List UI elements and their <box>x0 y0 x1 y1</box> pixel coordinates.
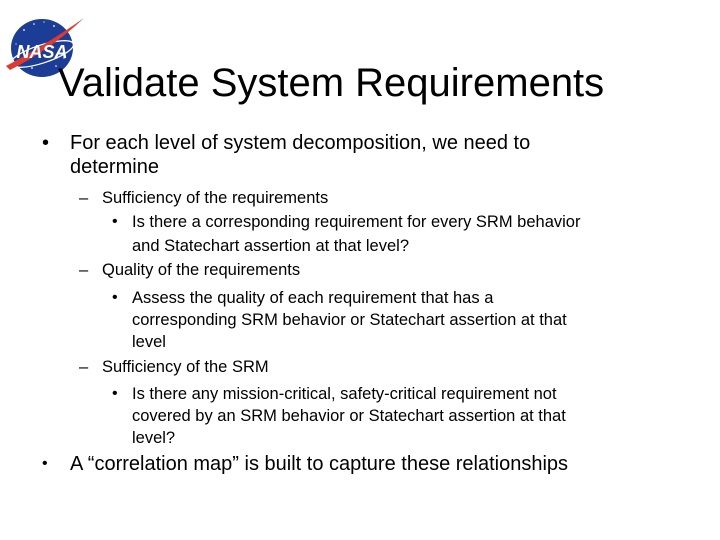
bullet-marker: • <box>42 455 48 472</box>
bullet-marker: • <box>112 213 118 230</box>
bullet-text-line: determine <box>70 156 159 178</box>
svg-text:NASA: NASA <box>16 42 68 62</box>
dash-marker: – <box>79 358 89 376</box>
detail-text-line: and Statechart assertion at that level? <box>132 237 410 255</box>
bullet-marker: • <box>42 132 50 154</box>
detail-text-line: level? <box>132 429 176 447</box>
sub-bullet-text: Sufficiency of the SRM <box>102 358 269 376</box>
slide-title: Validate System Requirements <box>58 61 605 105</box>
bullet-marker: • <box>112 289 118 306</box>
dash-marker: – <box>79 261 89 279</box>
detail-text-line: Is there a corresponding requirement for every SRM behavior <box>132 213 581 231</box>
detail-text-line: level <box>132 333 166 351</box>
detail-text-line: corresponding SRM behavior or Statechart assertion at that <box>132 311 567 329</box>
bullet-marker: • <box>112 385 118 402</box>
bullet-text-line: A “correlation map” is built to capture these relationships <box>70 453 569 475</box>
dash-marker: – <box>79 189 89 207</box>
sub-bullet-text: Sufficiency of the requirements <box>102 189 329 207</box>
bullet-text-line: For each level of system decomposition, we need to <box>70 132 531 154</box>
sub-bullet-text: Quality of the requirements <box>102 261 301 279</box>
detail-text-line: Assess the quality of each requirement that has a <box>132 289 494 307</box>
detail-text-line: Is there any mission-critical, safety-critical requirement not <box>132 385 557 403</box>
detail-text-line: covered by an SRM behavior or Statechart assertion at that <box>132 407 566 425</box>
